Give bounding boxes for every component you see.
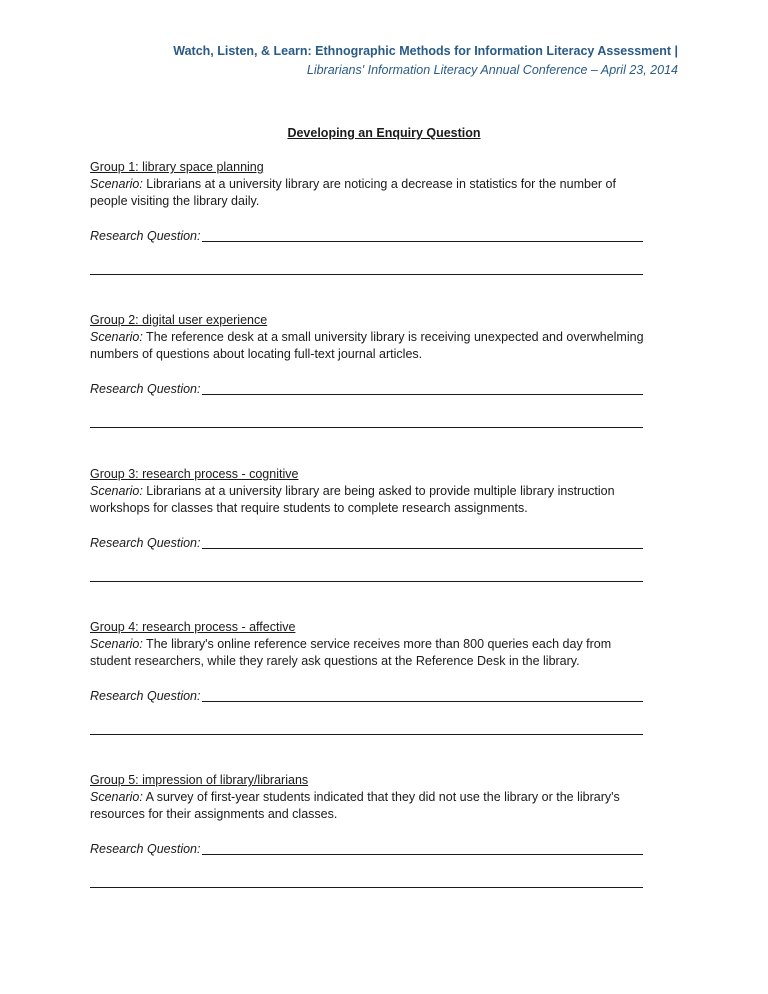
group-title: Group 2: digital user experience	[90, 313, 268, 327]
scenario-text: A survey of first-year students indicated that they did not use the library or the library's resources for their assignments and classes.	[90, 790, 620, 821]
research-question-answer-line[interactable]	[202, 853, 643, 855]
group-4	[90, 619, 650, 703]
header-conference-subtitle: Librarians' Information Literacy Annual Conference – April 23, 2014	[306, 63, 678, 77]
scenario-label: Scenario:	[90, 177, 143, 191]
group-scenario	[90, 176, 650, 210]
research-question-answer-line-2[interactable]	[90, 581, 643, 582]
research-question-label: Research Question:	[90, 229, 201, 243]
scenario-text: Librarians at a university library are noticing a decrease in statistics for the number of people visiting the library daily.	[90, 177, 616, 208]
group-2	[90, 312, 650, 396]
research-question-label: Research Question:	[90, 842, 201, 856]
research-question-label: Research Question:	[90, 689, 201, 703]
scenario-label: Scenario:	[90, 484, 143, 498]
group-1	[90, 159, 650, 243]
research-question-answer-line[interactable]	[202, 393, 643, 395]
scenario-text: Librarians at a university library are being asked to provide multiple library instruction workshops for classes that require students to complete research assignments.	[90, 484, 615, 515]
scenario-text: The reference desk at a small university library is receiving unexpected and overwhelming numbers of questions about locating full-text journal articles.	[90, 330, 644, 361]
research-question-row	[90, 535, 643, 552]
research-question-answer-line-2[interactable]	[90, 427, 643, 428]
group-scenario	[90, 636, 650, 670]
page-title: Developing an Enquiry Question	[287, 126, 481, 140]
scenario-label: Scenario:	[90, 330, 143, 344]
group-scenario	[90, 789, 650, 823]
group-title: Group 1: library space planning	[90, 160, 264, 174]
research-question-answer-line-2[interactable]	[90, 734, 643, 735]
research-question-row	[90, 381, 643, 398]
research-question-label: Research Question:	[90, 382, 201, 396]
research-question-row	[90, 841, 643, 858]
group-scenario	[90, 483, 650, 517]
research-question-answer-line-2[interactable]	[90, 887, 643, 888]
research-question-row	[90, 688, 643, 705]
research-question-row	[90, 228, 643, 245]
research-question-answer-line-2[interactable]	[90, 274, 643, 275]
group-title: Group 4: research process - affective	[90, 620, 296, 634]
scenario-text: The library's online reference service receives more than 800 queries each day from student researchers, while they rarely ask questions at the Reference Desk in the library.	[90, 637, 612, 668]
scenario-label: Scenario:	[90, 637, 143, 651]
scenario-label: Scenario:	[90, 790, 143, 804]
group-5	[90, 772, 650, 856]
group-title: Group 5: impression of library/librarians	[90, 773, 309, 787]
group-scenario	[90, 329, 650, 363]
group-3	[90, 466, 650, 550]
header-conference-title: Watch, Listen, & Learn: Ethnographic Methods for Information Literacy Assessment |	[173, 44, 678, 58]
research-question-answer-line[interactable]	[202, 240, 643, 242]
research-question-answer-line[interactable]	[202, 547, 643, 549]
group-title: Group 3: research process - cognitive	[90, 467, 299, 481]
research-question-answer-line[interactable]	[202, 700, 643, 702]
research-question-label: Research Question:	[90, 536, 201, 550]
